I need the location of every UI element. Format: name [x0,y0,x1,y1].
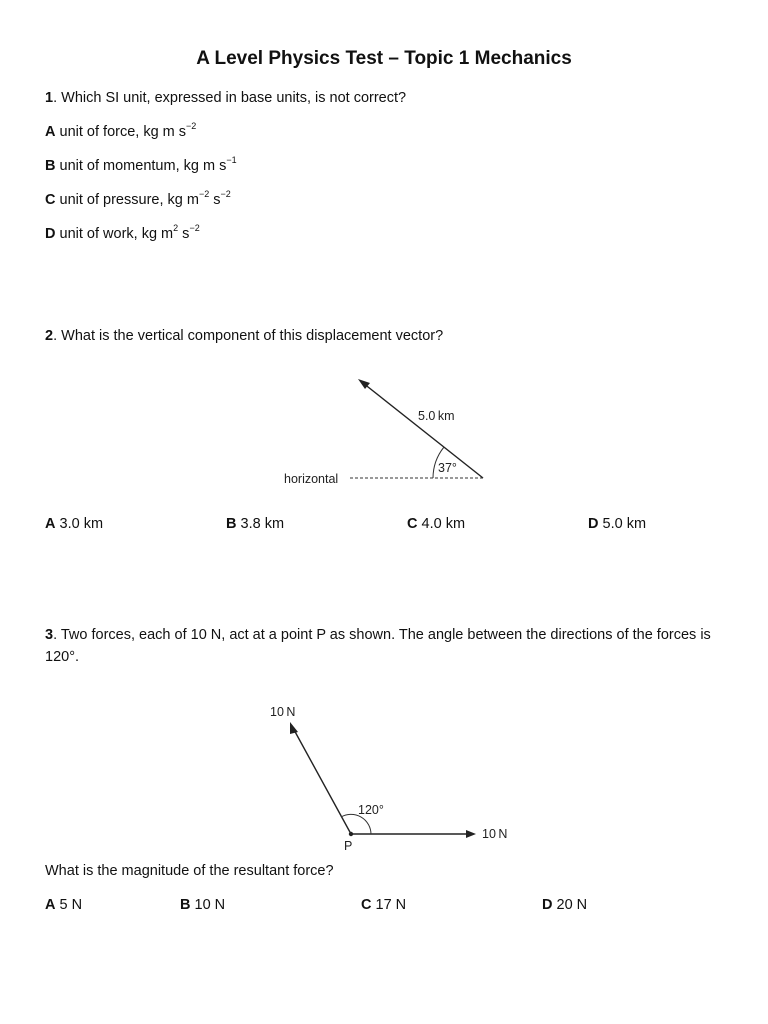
displacement-vector-diagram [270,368,510,493]
q2-option-a[interactable]: A 3.0 km [45,516,104,532]
question-2-number: 2 [45,328,54,344]
page-title: A Level Physics Test – Topic 1 Mechanics [196,48,572,69]
q2-option-b[interactable]: B 3.8 km [226,516,285,532]
q2-option-d[interactable]: D 5.0 km [588,516,647,532]
point-p-label: P [344,839,353,853]
angle-label: 120° [358,803,384,817]
q1-option-b[interactable]: B unit of momentum, kg m $s^{-1}$ [45,155,237,174]
horizontal-label: horizontal [284,472,339,486]
force-2-arrowhead [466,830,476,838]
forces-diagram [260,698,530,858]
force-1-label: 10 N [270,705,296,719]
q2-option-c[interactable]: C 4.0 km [407,516,466,532]
question-1-number: 1 [45,90,54,106]
q1-option-d[interactable]: D unit of work, kg $m^2$ $s^{-2}$ [45,223,200,242]
q3-option-a[interactable]: A 5 N [45,897,83,913]
question-3-text: . Two forces, each of 10 N, act at a point P as shown. The angle between the directions of the forces is 120°. [45,627,711,665]
question-3-number: 3 [45,627,54,643]
q3-option-d[interactable]: D 20 N [542,897,588,913]
point-p-marker [349,832,353,836]
q1-option-a[interactable]: A unit of force, kg m $s^{-2}$ [45,121,197,140]
force-1-arrowhead [290,722,298,734]
force-2-label: 10 N [482,827,508,841]
q3-option-c[interactable]: C 17 N [361,897,407,913]
question-2 [45,328,443,344]
vector-magnitude-label: 5.0 km [418,409,455,423]
question-2-text: . What is the vertical component of this displacement vector? [53,328,444,344]
displacement-vector-line [363,383,483,478]
q3-option-b[interactable]: B 10 N [180,897,226,913]
question-3 [45,624,735,668]
question-1-text: . Which SI unit, expressed in base units, is not correct? [53,90,407,106]
angle-label: 37° [438,461,457,475]
q1-option-c[interactable]: C unit of pressure, kg $m^{-2}$ $s^{-2}$ [45,189,231,208]
question-1 [45,90,406,106]
force-1-line [293,728,351,834]
question-3-prompt: What is the magnitude of the resultant force? [45,863,334,879]
